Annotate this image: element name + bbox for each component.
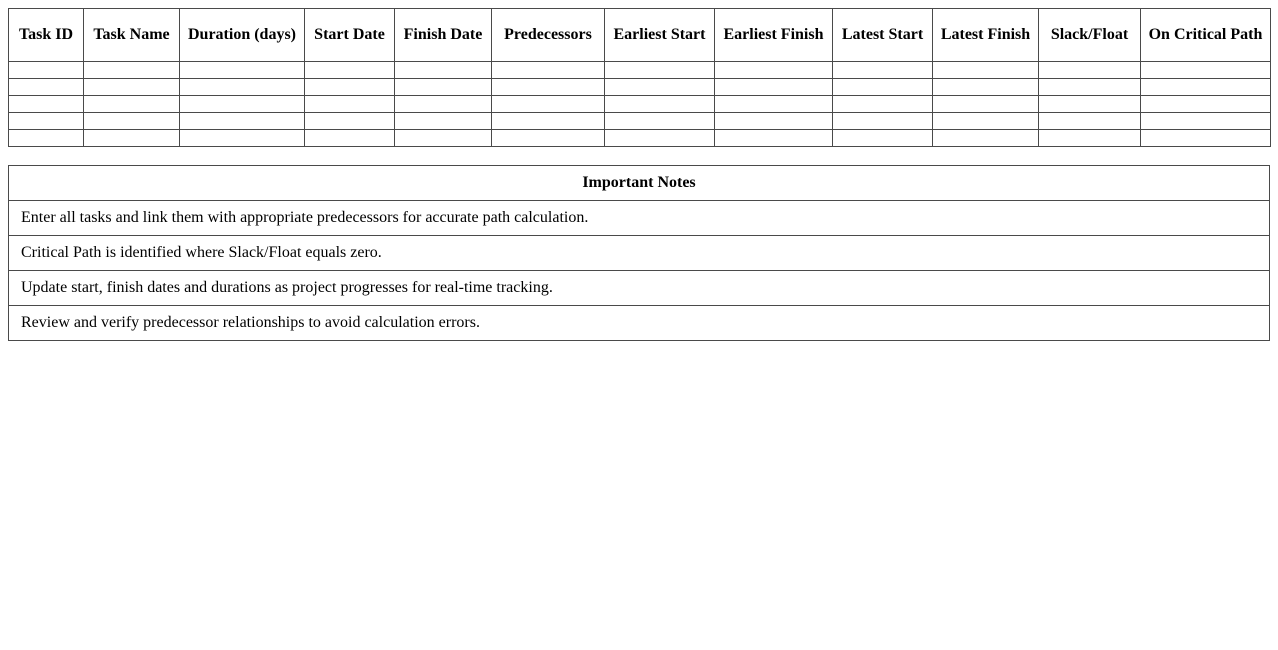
table-cell[interactable] [833, 113, 933, 130]
table-cell[interactable] [1141, 79, 1271, 96]
table-cell[interactable] [933, 130, 1039, 147]
header-latest-finish: Latest Finish [933, 9, 1039, 62]
notes-title: Important Notes [9, 166, 1270, 201]
header-earliest-start: Earliest Start [605, 9, 715, 62]
table-cell[interactable] [84, 113, 180, 130]
note-row [9, 201, 1270, 236]
table-cell[interactable] [605, 79, 715, 96]
table-cell[interactable] [933, 62, 1039, 79]
table-cell[interactable] [833, 130, 933, 147]
table-cell[interactable] [1039, 96, 1141, 113]
table-cell[interactable] [305, 79, 395, 96]
table-cell[interactable] [933, 79, 1039, 96]
table-row [9, 79, 1271, 96]
notes-table [8, 165, 1270, 341]
table-cell[interactable] [833, 62, 933, 79]
table-cell[interactable] [1141, 62, 1271, 79]
table-cell[interactable] [1039, 62, 1141, 79]
table-cell[interactable] [715, 79, 833, 96]
table-cell[interactable] [715, 130, 833, 147]
table-cell[interactable] [9, 79, 84, 96]
table-cell[interactable] [605, 130, 715, 147]
table-cell[interactable] [933, 96, 1039, 113]
note-row [9, 306, 1270, 341]
schedule-header-row [9, 9, 1271, 62]
note-item: Update start, finish dates and durations as project progresses for real-time tracking. [9, 271, 1270, 306]
table-cell[interactable] [395, 96, 492, 113]
table-cell[interactable] [84, 62, 180, 79]
table-cell[interactable] [715, 62, 833, 79]
header-slack-float: Slack/Float [1039, 9, 1141, 62]
note-item: Critical Path is identified where Slack/Float equals zero. [9, 236, 1270, 271]
table-cell[interactable] [9, 113, 84, 130]
table-cell[interactable] [715, 96, 833, 113]
schedule-table [8, 8, 1271, 147]
table-cell[interactable] [395, 130, 492, 147]
header-latest-start: Latest Start [833, 9, 933, 62]
table-row [9, 62, 1271, 79]
table-cell[interactable] [833, 79, 933, 96]
table-cell[interactable] [933, 113, 1039, 130]
table-cell[interactable] [84, 79, 180, 96]
table-cell[interactable] [492, 62, 605, 79]
header-predecessors: Predecessors [492, 9, 605, 62]
header-on-critical-path: On Critical Path [1141, 9, 1271, 62]
table-cell[interactable] [395, 79, 492, 96]
table-cell[interactable] [605, 62, 715, 79]
table-cell[interactable] [180, 130, 305, 147]
table-cell[interactable] [395, 113, 492, 130]
table-row [9, 96, 1271, 113]
table-cell[interactable] [492, 113, 605, 130]
note-item: Enter all tasks and link them with appropriate predecessors for accurate path calculation. [9, 201, 1270, 236]
table-cell[interactable] [9, 96, 84, 113]
table-cell[interactable] [1039, 113, 1141, 130]
table-cell[interactable] [305, 130, 395, 147]
note-row [9, 271, 1270, 306]
notes-header-row [9, 166, 1270, 201]
table-cell[interactable] [1141, 130, 1271, 147]
header-duration: Duration (days) [180, 9, 305, 62]
note-item: Review and verify predecessor relationships to avoid calculation errors. [9, 306, 1270, 341]
table-cell[interactable] [9, 130, 84, 147]
header-start-date: Start Date [305, 9, 395, 62]
table-cell[interactable] [305, 113, 395, 130]
table-cell[interactable] [605, 113, 715, 130]
table-cell[interactable] [305, 62, 395, 79]
header-finish-date: Finish Date [395, 9, 492, 62]
table-cell[interactable] [395, 62, 492, 79]
header-earliest-finish: Earliest Finish [715, 9, 833, 62]
table-cell[interactable] [1141, 113, 1271, 130]
table-cell[interactable] [180, 79, 305, 96]
table-cell[interactable] [492, 130, 605, 147]
table-cell[interactable] [9, 62, 84, 79]
header-task-name: Task Name [84, 9, 180, 62]
table-cell[interactable] [833, 96, 933, 113]
schedule-body [9, 62, 1271, 147]
table-cell[interactable] [84, 96, 180, 113]
table-cell[interactable] [1039, 79, 1141, 96]
table-cell[interactable] [492, 79, 605, 96]
table-row [9, 130, 1271, 147]
table-cell[interactable] [1039, 130, 1141, 147]
table-cell[interactable] [180, 62, 305, 79]
table-cell[interactable] [715, 113, 833, 130]
table-cell[interactable] [84, 130, 180, 147]
note-row [9, 236, 1270, 271]
table-cell[interactable] [1141, 96, 1271, 113]
table-cell[interactable] [180, 113, 305, 130]
table-cell[interactable] [305, 96, 395, 113]
table-cell[interactable] [492, 96, 605, 113]
header-task-id: Task ID [9, 9, 84, 62]
table-cell[interactable] [605, 96, 715, 113]
table-row [9, 113, 1271, 130]
table-cell[interactable] [180, 96, 305, 113]
